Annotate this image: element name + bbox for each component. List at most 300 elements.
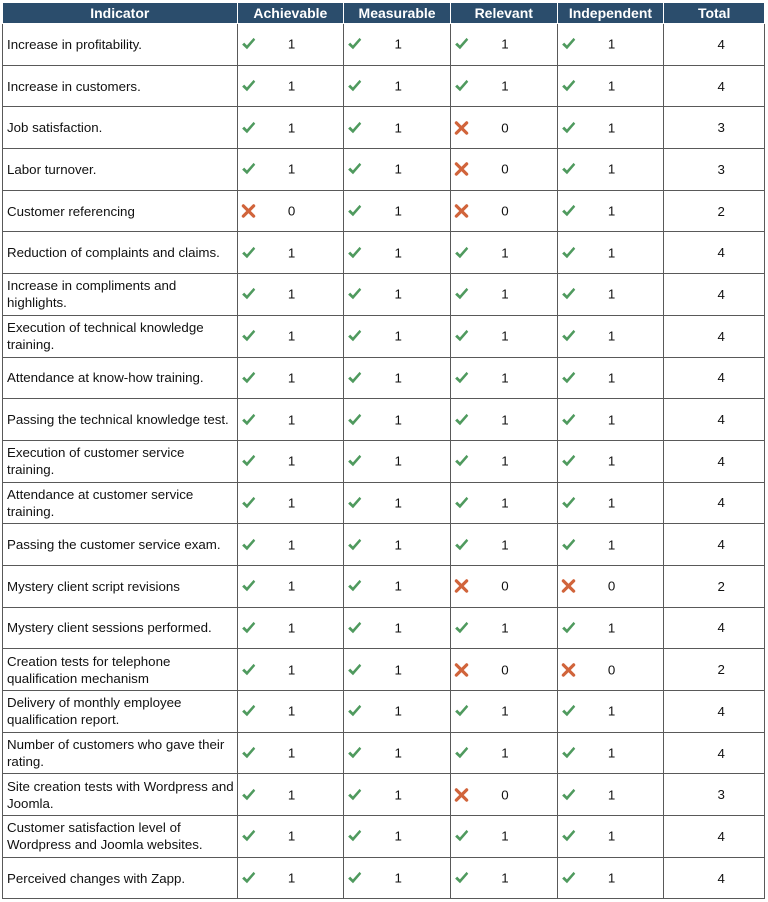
check-icon	[241, 412, 256, 427]
indicator-cell: Attendance at know-how training.	[3, 357, 238, 399]
achievable-score: 1	[287, 870, 296, 886]
check-icon	[454, 537, 469, 552]
indicator-cell: Site creation tests with Wordpress and Joomla.	[3, 774, 238, 816]
check-icon	[561, 245, 576, 260]
check-icon	[561, 412, 576, 427]
measurable-score: 1	[394, 245, 402, 261]
independent-cell	[557, 149, 664, 191]
measurable-score: 1	[394, 537, 402, 553]
indicator-cell: Customer satisfaction level of Wordpress and Joomla websites.	[3, 816, 238, 858]
total-cell: 4	[664, 524, 765, 566]
independent-cell	[557, 565, 664, 607]
check-icon	[241, 287, 256, 302]
check-icon	[561, 370, 576, 385]
independent-score: 0	[607, 662, 616, 678]
relevant-cell	[450, 440, 557, 482]
check-icon	[347, 620, 362, 635]
total-cell: 4	[664, 315, 765, 357]
independent-score: 1	[607, 495, 616, 511]
header-total: Total	[664, 3, 765, 24]
check-icon	[561, 787, 576, 802]
achievable-score: 1	[287, 161, 296, 177]
independent-score: 1	[607, 828, 616, 844]
measurable-cell	[344, 816, 451, 858]
measurable-score: 1	[394, 161, 402, 177]
table-row	[3, 315, 765, 357]
table-row	[3, 399, 765, 441]
measurable-cell	[344, 357, 451, 399]
check-icon	[347, 662, 362, 677]
relevant-score: 0	[501, 120, 509, 136]
achievable-score: 1	[287, 245, 296, 261]
achievable-cell	[237, 315, 344, 357]
total-cell: 3	[664, 774, 765, 816]
check-icon	[454, 495, 469, 510]
independent-score: 1	[607, 120, 616, 136]
indicator-evaluation-table	[2, 2, 765, 899]
table-row	[3, 107, 765, 149]
total-cell: 4	[664, 357, 765, 399]
check-icon	[561, 287, 576, 302]
check-icon	[241, 454, 256, 469]
relevant-score: 0	[501, 662, 509, 678]
check-icon	[561, 79, 576, 94]
cross-icon	[454, 662, 469, 677]
check-icon	[454, 412, 469, 427]
relevant-score: 1	[501, 745, 509, 761]
check-icon	[561, 37, 576, 52]
check-icon	[241, 579, 256, 594]
measurable-cell	[344, 399, 451, 441]
relevant-cell	[450, 24, 557, 66]
measurable-score: 1	[394, 78, 402, 94]
achievable-score: 1	[287, 370, 296, 386]
achievable-cell	[237, 399, 344, 441]
check-icon	[561, 871, 576, 886]
relevant-cell	[450, 857, 557, 899]
check-icon	[347, 704, 362, 719]
independent-cell	[557, 107, 664, 149]
measurable-cell	[344, 232, 451, 274]
achievable-score: 1	[287, 78, 296, 94]
achievable-cell	[237, 149, 344, 191]
total-cell: 4	[664, 440, 765, 482]
total-cell: 2	[664, 649, 765, 691]
check-icon	[561, 495, 576, 510]
measurable-cell	[344, 440, 451, 482]
cross-icon	[454, 120, 469, 135]
indicator-cell: Execution of customer service training.	[3, 440, 238, 482]
check-icon	[347, 579, 362, 594]
check-icon	[347, 829, 362, 844]
indicator-cell: Mystery client script revisions	[3, 565, 238, 607]
check-icon	[561, 829, 576, 844]
relevant-cell	[450, 607, 557, 649]
independent-cell	[557, 24, 664, 66]
cross-icon	[561, 662, 576, 677]
check-icon	[454, 746, 469, 761]
check-icon	[241, 370, 256, 385]
achievable-score: 1	[287, 453, 296, 469]
measurable-cell	[344, 649, 451, 691]
check-icon	[241, 79, 256, 94]
relevant-score: 1	[501, 870, 509, 886]
indicator-cell: Passing the customer service exam.	[3, 524, 238, 566]
indicator-cell: Perceived changes with Zapp.	[3, 857, 238, 899]
independent-cell	[557, 607, 664, 649]
measurable-cell	[344, 774, 451, 816]
achievable-cell	[237, 440, 344, 482]
achievable-score: 1	[287, 120, 296, 136]
check-icon	[347, 120, 362, 135]
measurable-score: 1	[394, 36, 402, 52]
achievable-score: 1	[287, 620, 296, 636]
check-icon	[347, 412, 362, 427]
relevant-score: 1	[501, 78, 509, 94]
achievable-score: 1	[287, 578, 296, 594]
relevant-cell	[450, 774, 557, 816]
total-cell: 4	[664, 65, 765, 107]
independent-score: 1	[607, 286, 616, 302]
check-icon	[454, 329, 469, 344]
check-icon	[241, 871, 256, 886]
relevant-score: 1	[501, 453, 509, 469]
total-cell: 4	[664, 24, 765, 66]
indicator-cell: Customer referencing	[3, 190, 238, 232]
measurable-score: 1	[394, 745, 402, 761]
check-icon	[347, 37, 362, 52]
relevant-score: 0	[501, 203, 509, 219]
independent-score: 1	[607, 161, 616, 177]
table-row	[3, 857, 765, 899]
check-icon	[561, 746, 576, 761]
measurable-cell	[344, 482, 451, 524]
check-icon	[454, 370, 469, 385]
check-icon	[241, 746, 256, 761]
relevant-cell	[450, 524, 557, 566]
indicator-cell: Creation tests for telephone qualification mechanism	[3, 649, 238, 691]
check-icon	[241, 120, 256, 135]
check-icon	[347, 287, 362, 302]
total-cell: 2	[664, 190, 765, 232]
achievable-cell	[237, 857, 344, 899]
check-icon	[454, 245, 469, 260]
table-row	[3, 190, 765, 232]
measurable-score: 1	[394, 787, 402, 803]
table-row	[3, 607, 765, 649]
relevant-score: 0	[501, 578, 509, 594]
achievable-cell	[237, 565, 344, 607]
independent-score: 1	[607, 245, 616, 261]
relevant-cell	[450, 107, 557, 149]
relevant-score: 1	[501, 537, 509, 553]
total-cell: 2	[664, 565, 765, 607]
measurable-score: 1	[394, 328, 402, 344]
relevant-score: 0	[501, 787, 509, 803]
measurable-score: 1	[394, 370, 402, 386]
independent-cell	[557, 440, 664, 482]
achievable-cell	[237, 357, 344, 399]
table-row	[3, 149, 765, 191]
total-cell: 4	[664, 274, 765, 316]
check-icon	[241, 162, 256, 177]
check-icon	[454, 829, 469, 844]
indicator-cell: Number of customers who gave their rating.	[3, 732, 238, 774]
check-icon	[241, 662, 256, 677]
check-icon	[241, 495, 256, 510]
total-cell: 4	[664, 482, 765, 524]
check-icon	[454, 454, 469, 469]
independent-cell	[557, 649, 664, 691]
achievable-score: 1	[287, 787, 296, 803]
measurable-score: 1	[394, 120, 402, 136]
measurable-score: 1	[394, 620, 402, 636]
achievable-cell	[237, 274, 344, 316]
header-relevant: Relevant	[450, 3, 557, 24]
table-row	[3, 440, 765, 482]
table-row	[3, 65, 765, 107]
check-icon	[347, 204, 362, 219]
check-icon	[561, 537, 576, 552]
total-cell: 4	[664, 816, 765, 858]
independent-score: 1	[607, 620, 616, 636]
relevant-score: 1	[501, 245, 509, 261]
relevant-cell	[450, 274, 557, 316]
achievable-score: 1	[287, 412, 296, 428]
check-icon	[347, 245, 362, 260]
total-cell: 4	[664, 857, 765, 899]
check-icon	[454, 871, 469, 886]
check-icon	[347, 746, 362, 761]
relevant-score: 1	[501, 36, 509, 52]
independent-score: 1	[607, 870, 616, 886]
check-icon	[347, 370, 362, 385]
independent-cell	[557, 524, 664, 566]
achievable-score: 1	[287, 537, 296, 553]
check-icon	[241, 37, 256, 52]
independent-cell	[557, 274, 664, 316]
total-cell: 4	[664, 607, 765, 649]
independent-score: 1	[607, 203, 616, 219]
relevant-cell	[450, 565, 557, 607]
achievable-cell	[237, 774, 344, 816]
check-icon	[347, 162, 362, 177]
independent-score: 1	[607, 370, 616, 386]
table-row	[3, 482, 765, 524]
check-icon	[454, 704, 469, 719]
check-icon	[561, 329, 576, 344]
table-row	[3, 732, 765, 774]
measurable-cell	[344, 274, 451, 316]
achievable-cell	[237, 649, 344, 691]
measurable-cell	[344, 524, 451, 566]
check-icon	[561, 120, 576, 135]
indicator-cell: Mystery client sessions performed.	[3, 607, 238, 649]
relevant-score: 1	[501, 828, 509, 844]
check-icon	[241, 829, 256, 844]
independent-score: 1	[607, 78, 616, 94]
achievable-score: 1	[287, 703, 296, 719]
independent-score: 1	[607, 36, 616, 52]
independent-score: 1	[607, 787, 616, 803]
measurable-cell	[344, 857, 451, 899]
relevant-cell	[450, 65, 557, 107]
independent-score: 1	[607, 412, 616, 428]
check-icon	[561, 162, 576, 177]
independent-cell	[557, 399, 664, 441]
check-icon	[241, 245, 256, 260]
measurable-cell	[344, 691, 451, 733]
check-icon	[347, 454, 362, 469]
table-row	[3, 357, 765, 399]
check-icon	[454, 37, 469, 52]
relevant-cell	[450, 190, 557, 232]
achievable-score: 1	[287, 745, 296, 761]
measurable-cell	[344, 107, 451, 149]
achievable-score: 1	[287, 662, 296, 678]
achievable-cell	[237, 816, 344, 858]
measurable-cell	[344, 190, 451, 232]
measurable-score: 1	[394, 578, 402, 594]
achievable-cell	[237, 691, 344, 733]
table-row	[3, 774, 765, 816]
indicator-cell: Increase in compliments and highlights.	[3, 274, 238, 316]
measurable-score: 1	[394, 203, 402, 219]
check-icon	[241, 704, 256, 719]
achievable-cell	[237, 24, 344, 66]
achievable-score: 1	[287, 36, 296, 52]
check-icon	[561, 620, 576, 635]
relevant-score: 1	[501, 370, 509, 386]
measurable-cell	[344, 607, 451, 649]
header-independent: Independent	[557, 3, 664, 24]
table-row	[3, 232, 765, 274]
check-icon	[347, 329, 362, 344]
relevant-score: 1	[501, 495, 509, 511]
measurable-score: 1	[394, 453, 402, 469]
achievable-cell	[237, 607, 344, 649]
independent-cell	[557, 482, 664, 524]
check-icon	[241, 620, 256, 635]
independent-cell	[557, 65, 664, 107]
relevant-score: 1	[501, 328, 509, 344]
measurable-cell	[344, 315, 451, 357]
achievable-score: 1	[287, 495, 296, 511]
check-icon	[241, 537, 256, 552]
check-icon	[561, 204, 576, 219]
table-row	[3, 565, 765, 607]
indicator-cell: Reduction of complaints and claims.	[3, 232, 238, 274]
table-row	[3, 816, 765, 858]
check-icon	[561, 704, 576, 719]
achievable-cell	[237, 65, 344, 107]
relevant-cell	[450, 691, 557, 733]
check-icon	[347, 871, 362, 886]
table-body	[3, 24, 765, 899]
indicator-cell: Job satisfaction.	[3, 107, 238, 149]
achievable-cell	[237, 524, 344, 566]
relevant-score: 1	[501, 286, 509, 302]
measurable-score: 1	[394, 495, 402, 511]
check-icon	[347, 495, 362, 510]
achievable-score: 1	[287, 828, 296, 844]
independent-score: 0	[607, 578, 616, 594]
cross-icon	[454, 162, 469, 177]
independent-score: 1	[607, 703, 616, 719]
relevant-cell	[450, 149, 557, 191]
independent-cell	[557, 691, 664, 733]
check-icon	[454, 620, 469, 635]
measurable-score: 1	[394, 828, 402, 844]
relevant-cell	[450, 315, 557, 357]
achievable-score: 1	[287, 286, 296, 302]
measurable-cell	[344, 732, 451, 774]
cross-icon	[454, 204, 469, 219]
independent-cell	[557, 232, 664, 274]
indicator-cell: Passing the technical knowledge test.	[3, 399, 238, 441]
independent-cell	[557, 315, 664, 357]
cross-icon	[561, 579, 576, 594]
measurable-score: 1	[394, 703, 402, 719]
independent-score: 1	[607, 537, 616, 553]
independent-score: 1	[607, 453, 616, 469]
table-row	[3, 524, 765, 566]
achievable-score: 1	[287, 328, 296, 344]
check-icon	[454, 287, 469, 302]
indicator-cell: Labor turnover.	[3, 149, 238, 191]
cross-icon	[454, 579, 469, 594]
independent-score: 1	[607, 745, 616, 761]
indicator-cell: Delivery of monthly employee qualification report.	[3, 691, 238, 733]
independent-score: 1	[607, 328, 616, 344]
header-row	[3, 3, 765, 24]
measurable-cell	[344, 24, 451, 66]
cross-icon	[241, 204, 256, 219]
independent-cell	[557, 732, 664, 774]
relevant-cell	[450, 232, 557, 274]
independent-cell	[557, 857, 664, 899]
total-cell: 4	[664, 399, 765, 441]
header-indicator: Indicator	[3, 3, 238, 24]
indicator-cell: Attendance at customer service training.	[3, 482, 238, 524]
relevant-cell	[450, 482, 557, 524]
header-achievable: Achievable	[237, 3, 344, 24]
indicator-cell: Increase in customers.	[3, 65, 238, 107]
relevant-score: 1	[501, 703, 509, 719]
check-icon	[347, 79, 362, 94]
measurable-cell	[344, 149, 451, 191]
relevant-cell	[450, 399, 557, 441]
relevant-cell	[450, 816, 557, 858]
measurable-score: 1	[394, 412, 402, 428]
check-icon	[347, 787, 362, 802]
table-row	[3, 649, 765, 691]
measurable-cell	[344, 65, 451, 107]
independent-cell	[557, 357, 664, 399]
independent-cell	[557, 190, 664, 232]
cross-icon	[454, 787, 469, 802]
measurable-cell	[344, 565, 451, 607]
indicator-cell: Execution of technical knowledge training.	[3, 315, 238, 357]
achievable-cell	[237, 732, 344, 774]
relevant-cell	[450, 732, 557, 774]
table-row	[3, 274, 765, 316]
check-icon	[454, 79, 469, 94]
total-cell: 3	[664, 107, 765, 149]
relevant-score: 0	[501, 161, 509, 177]
measurable-score: 1	[394, 662, 402, 678]
total-cell: 4	[664, 232, 765, 274]
